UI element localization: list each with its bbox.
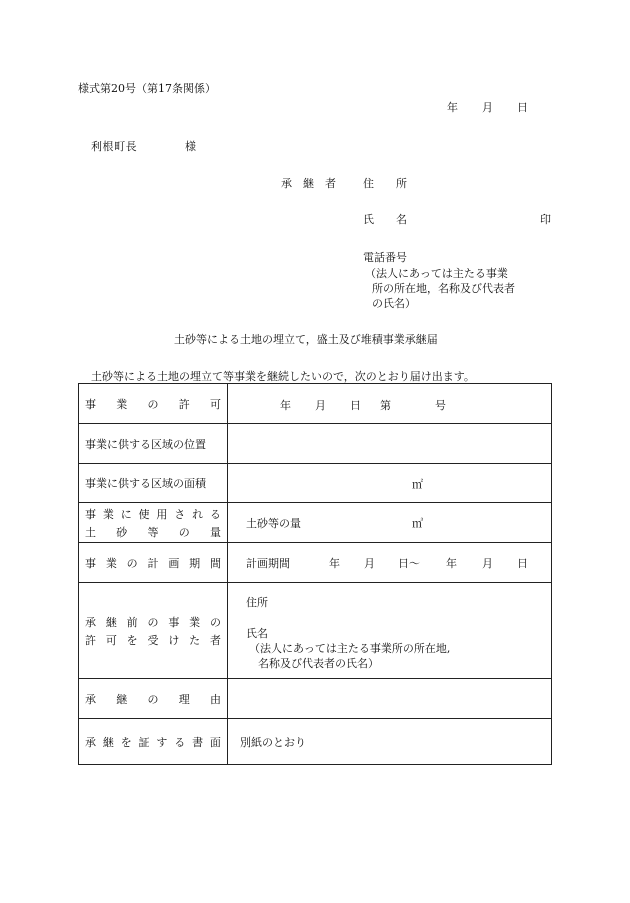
prev-corp-note1: （法人にあっては主たる事業所の所在地, [249, 642, 451, 655]
unit-cubic-meter: ㎥ [412, 517, 423, 530]
row-plan-period [79, 543, 552, 583]
name-label: 氏 名 [363, 213, 407, 226]
row-area-location [79, 424, 552, 464]
value-business-permit[interactable]: 年 月 日 第 号 [228, 384, 552, 424]
row-succession-reason [79, 679, 552, 719]
row-business-permit [79, 384, 552, 424]
label-area-location: 事業に供する区域の位置 [79, 424, 228, 464]
value-plan-period[interactable]: 計画期間 年 月 日〜 年 月 日 [228, 543, 552, 583]
corp-note-line1: （法人にあっては主たる事業 [365, 267, 508, 280]
phone-label: 電話番号 [363, 251, 407, 264]
notification-table [78, 383, 552, 765]
seal-mark: 印 [540, 213, 551, 226]
addressee: 利根町長 [91, 140, 138, 153]
successor-role: 承 継 者 [281, 177, 336, 190]
row-succession-proof [79, 719, 552, 765]
value-area-size[interactable] [228, 464, 552, 503]
value-previous-permit-holder[interactable] [228, 583, 552, 679]
address-label: 住 所 [363, 177, 407, 190]
intro-statement: 土砂等による土地の埋立て等事業を継続したいので，次のとおり届け出ます。 [91, 370, 475, 383]
label-area-size: 事業に供する区域の面積 [79, 464, 228, 503]
label-soil-volume: 事 業 に 使 用 さ れ る 土 砂 等 の 量 [79, 503, 228, 543]
value-succession-proof[interactable]: 別紙のとおり [228, 719, 552, 765]
label-succession-proof: 承 継 を 証 す る 書 面 [79, 719, 228, 765]
honorific: 様 [185, 140, 196, 153]
value-soil-volume[interactable] [228, 503, 552, 543]
soil-volume-label: 土砂等の量 [246, 517, 301, 530]
row-soil-volume [79, 503, 552, 543]
unit-square-meter: ㎡ [412, 478, 423, 491]
date-day: 日 [517, 101, 528, 114]
corp-note-line2: 所の所在地，名称及び代表者 [372, 282, 515, 295]
date-year: 年 [447, 101, 458, 114]
corp-note-line3: の氏名） [372, 297, 416, 310]
document-title: 土砂等による土地の埋立て，盛土及び堆積事業承継届 [174, 333, 438, 346]
form-number: 様式第20号（第17条関係） [78, 82, 216, 95]
row-area-size [79, 464, 552, 503]
prev-corp-note2: 名称及び代表者の氏名） [258, 657, 379, 670]
label-plan-period: 事 業 の 計 画 期 間 [79, 543, 228, 583]
value-succession-reason[interactable] [228, 679, 552, 719]
date-month: 月 [482, 101, 493, 114]
prev-address-label: 住所 [246, 596, 268, 609]
plan-period-label: 計画期間 [246, 557, 290, 570]
label-business-permit: 事 業 の 許 可 [79, 384, 228, 424]
value-area-location[interactable] [228, 424, 552, 464]
row-previous-permit-holder [79, 583, 552, 679]
prev-name-label: 氏名 [246, 627, 268, 640]
label-previous-permit-holder: 承 継 前 の 事 業 の 許 可 を 受 け た 者 [79, 583, 228, 679]
label-succession-reason: 承 継 の 理 由 [79, 679, 228, 719]
